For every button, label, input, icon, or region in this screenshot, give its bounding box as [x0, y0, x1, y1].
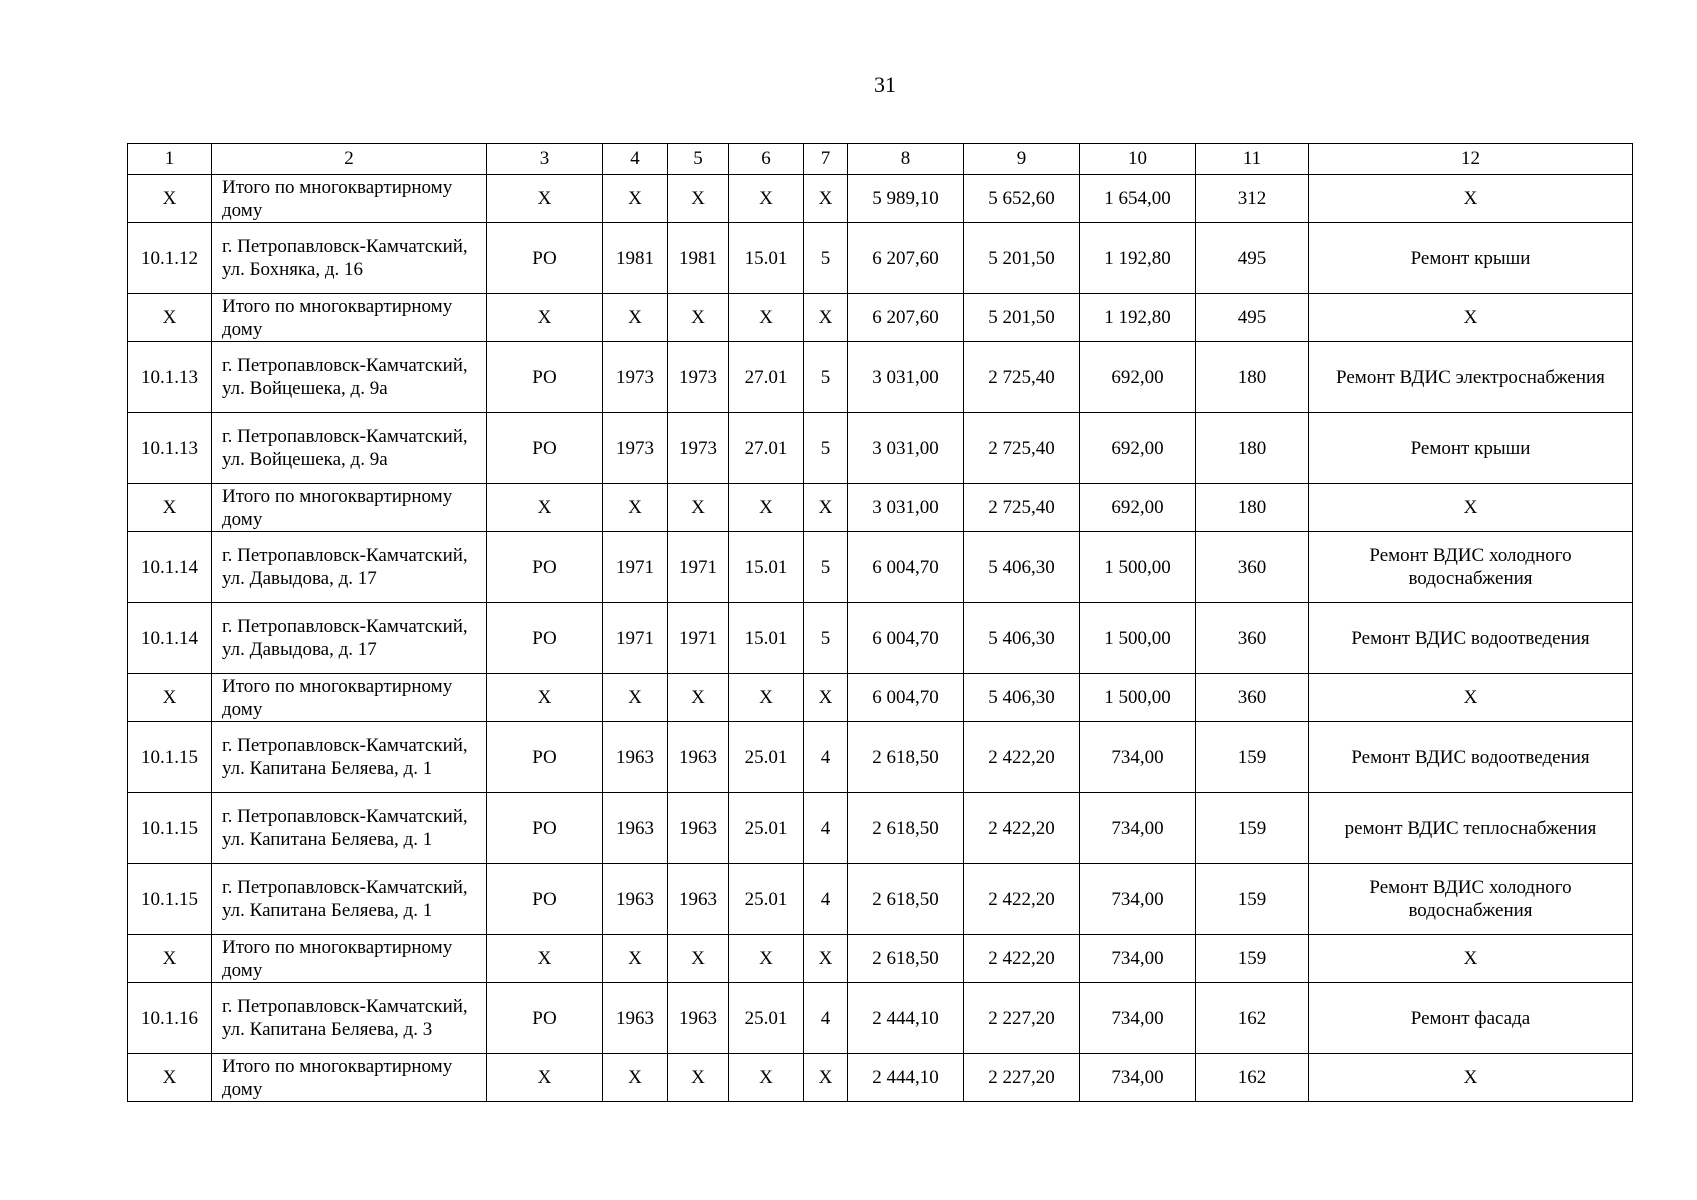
page-number: 31 — [874, 72, 896, 97]
total-area-cell: 6 004,70 — [848, 603, 964, 674]
wall-material-cell: 15.01 — [729, 603, 804, 674]
floors-cell: 5 — [804, 532, 848, 603]
work-type-cell: Х — [1309, 935, 1633, 983]
row-number-cell: 10.1.12 — [128, 223, 212, 294]
living-area-cell: 5 406,30 — [964, 674, 1080, 722]
header-cell: 2 — [212, 144, 487, 175]
row-number-cell: 10.1.15 — [128, 864, 212, 935]
row-number-cell: Х — [128, 935, 212, 983]
residents-cell: 180 — [1196, 342, 1309, 413]
commission-year-cell: Х — [603, 484, 668, 532]
address-cell: г. Петропавловск-Камчатский, ул. Давыдова, д. 17 — [212, 532, 487, 603]
address-cell: г. Петропавловск-Камчатский, ул. Войцешека, д. 9а — [212, 413, 487, 484]
address-cell: г. Петропавловск-Камчатский, ул. Давыдова, д. 17 — [212, 603, 487, 674]
commission-year-cell: Х — [603, 935, 668, 983]
owner-type-cell: РО — [487, 603, 603, 674]
total-area-cell: 2 444,10 — [848, 1054, 964, 1102]
owner-type-cell: Х — [487, 674, 603, 722]
owner-type-cell: РО — [487, 864, 603, 935]
living-area-cell: 2 725,40 — [964, 484, 1080, 532]
living-area-cell: 2 422,20 — [964, 793, 1080, 864]
owner-type-cell: РО — [487, 223, 603, 294]
table-row — [128, 603, 1633, 674]
last-repair-year-cell: 1981 — [668, 223, 729, 294]
non-living-area-cell: 1 500,00 — [1080, 674, 1196, 722]
last-repair-year-cell: Х — [668, 935, 729, 983]
living-area-cell: 5 406,30 — [964, 532, 1080, 603]
table-body — [128, 144, 1633, 1102]
non-living-area-cell: 734,00 — [1080, 1054, 1196, 1102]
row-number-cell: 10.1.14 — [128, 532, 212, 603]
commission-year-cell: 1981 — [603, 223, 668, 294]
residents-cell: 180 — [1196, 413, 1309, 484]
non-living-area-cell: 1 500,00 — [1080, 603, 1196, 674]
living-area-cell: 2 227,20 — [964, 1054, 1080, 1102]
address-cell: Итого по многоквартирному дому — [212, 294, 487, 342]
living-area-cell: 2 422,20 — [964, 864, 1080, 935]
owner-type-cell: РО — [487, 722, 603, 793]
work-type-cell: ремонт ВДИС теплоснабжения — [1309, 793, 1633, 864]
commission-year-cell: 1973 — [603, 342, 668, 413]
address-cell: г. Петропавловск-Камчатский, ул. Бохняка, д. 16 — [212, 223, 487, 294]
work-type-cell: Ремонт ВДИС электроснабжения — [1309, 342, 1633, 413]
total-area-cell: 5 989,10 — [848, 175, 964, 223]
total-area-cell: 2 444,10 — [848, 983, 964, 1054]
last-repair-year-cell: 1963 — [668, 983, 729, 1054]
wall-material-cell: Х — [729, 674, 804, 722]
wall-material-cell: Х — [729, 175, 804, 223]
total-area-cell: 3 031,00 — [848, 484, 964, 532]
row-number-cell: 10.1.15 — [128, 722, 212, 793]
header-cell: 4 — [603, 144, 668, 175]
row-number-cell: 10.1.13 — [128, 413, 212, 484]
residents-cell: 180 — [1196, 484, 1309, 532]
residents-cell: 360 — [1196, 532, 1309, 603]
total-row — [128, 1054, 1633, 1102]
address-cell: Итого по многоквартирному дому — [212, 175, 487, 223]
header-cell: 1 — [128, 144, 212, 175]
last-repair-year-cell: Х — [668, 674, 729, 722]
non-living-area-cell: 692,00 — [1080, 342, 1196, 413]
header-cell: 3 — [487, 144, 603, 175]
last-repair-year-cell: Х — [668, 175, 729, 223]
work-type-cell: Ремонт ВДИС водоотведения — [1309, 603, 1633, 674]
last-repair-year-cell: 1963 — [668, 864, 729, 935]
total-row — [128, 484, 1633, 532]
owner-type-cell: РО — [487, 413, 603, 484]
wall-material-cell: 25.01 — [729, 793, 804, 864]
header-cell: 5 — [668, 144, 729, 175]
wall-material-cell: 27.01 — [729, 413, 804, 484]
floors-cell: 5 — [804, 413, 848, 484]
floors-cell: 4 — [804, 722, 848, 793]
living-area-cell: 5 201,50 — [964, 223, 1080, 294]
wall-material-cell: Х — [729, 294, 804, 342]
total-area-cell: 2 618,50 — [848, 935, 964, 983]
table-row — [128, 722, 1633, 793]
total-area-cell: 2 618,50 — [848, 864, 964, 935]
address-cell: Итого по многоквартирному дому — [212, 1054, 487, 1102]
residents-cell: 159 — [1196, 722, 1309, 793]
total-row — [128, 175, 1633, 223]
row-number-cell: 10.1.14 — [128, 603, 212, 674]
floors-cell: 5 — [804, 603, 848, 674]
last-repair-year-cell: 1963 — [668, 793, 729, 864]
table-row — [128, 413, 1633, 484]
living-area-cell: 2 725,40 — [964, 342, 1080, 413]
residents-cell: 162 — [1196, 1054, 1309, 1102]
work-type-cell: Х — [1309, 294, 1633, 342]
document-table-wrapper — [127, 143, 1632, 1102]
floors-cell: Х — [804, 674, 848, 722]
owner-type-cell: РО — [487, 342, 603, 413]
last-repair-year-cell: 1971 — [668, 532, 729, 603]
non-living-area-cell: 734,00 — [1080, 935, 1196, 983]
owner-type-cell: Х — [487, 484, 603, 532]
commission-year-cell: 1963 — [603, 722, 668, 793]
wall-material-cell: 25.01 — [729, 722, 804, 793]
address-cell: г. Петропавловск-Камчатский, ул. Капитана Беляева, д. 1 — [212, 793, 487, 864]
table-row — [128, 864, 1633, 935]
total-area-cell: 3 031,00 — [848, 342, 964, 413]
wall-material-cell: 15.01 — [729, 532, 804, 603]
owner-type-cell: Х — [487, 175, 603, 223]
residents-cell: 495 — [1196, 294, 1309, 342]
row-number-cell: Х — [128, 674, 212, 722]
work-type-cell: Ремонт ВДИС водоотведения — [1309, 722, 1633, 793]
row-number-cell: 10.1.15 — [128, 793, 212, 864]
header-cell: 10 — [1080, 144, 1196, 175]
total-area-cell: 6 207,60 — [848, 294, 964, 342]
work-type-cell: Ремонт фасада — [1309, 983, 1633, 1054]
commission-year-cell: 1963 — [603, 793, 668, 864]
owner-type-cell: РО — [487, 983, 603, 1054]
total-area-cell: 3 031,00 — [848, 413, 964, 484]
residents-cell: 360 — [1196, 603, 1309, 674]
row-number-cell: 10.1.16 — [128, 983, 212, 1054]
work-type-cell: Х — [1309, 1054, 1633, 1102]
wall-material-cell: 15.01 — [729, 223, 804, 294]
living-area-cell: 5 201,50 — [964, 294, 1080, 342]
commission-year-cell: Х — [603, 294, 668, 342]
work-type-cell: Ремонт ВДИС холодного водоснабжения — [1309, 864, 1633, 935]
total-area-cell: 6 207,60 — [848, 223, 964, 294]
work-type-cell: Ремонт крыши — [1309, 223, 1633, 294]
total-area-cell: 2 618,50 — [848, 722, 964, 793]
residents-cell: 312 — [1196, 175, 1309, 223]
living-area-cell: 2 725,40 — [964, 413, 1080, 484]
header-row — [128, 144, 1633, 175]
non-living-area-cell: 734,00 — [1080, 864, 1196, 935]
total-row — [128, 935, 1633, 983]
total-row — [128, 294, 1633, 342]
living-area-cell: 2 227,20 — [964, 983, 1080, 1054]
commission-year-cell: Х — [603, 175, 668, 223]
commission-year-cell: Х — [603, 674, 668, 722]
header-cell: 7 — [804, 144, 848, 175]
wall-material-cell: Х — [729, 484, 804, 532]
floors-cell: 4 — [804, 793, 848, 864]
last-repair-year-cell: 1973 — [668, 413, 729, 484]
row-number-cell: Х — [128, 1054, 212, 1102]
table-row — [128, 342, 1633, 413]
address-cell: г. Петропавловск-Камчатский, ул. Капитана Беляева, д. 1 — [212, 864, 487, 935]
wall-material-cell: Х — [729, 935, 804, 983]
owner-type-cell: Х — [487, 1054, 603, 1102]
total-area-cell: 6 004,70 — [848, 532, 964, 603]
work-type-cell: Х — [1309, 175, 1633, 223]
non-living-area-cell: 692,00 — [1080, 484, 1196, 532]
floors-cell: Х — [804, 484, 848, 532]
commission-year-cell: 1963 — [603, 983, 668, 1054]
non-living-area-cell: 734,00 — [1080, 983, 1196, 1054]
commission-year-cell: 1971 — [603, 532, 668, 603]
row-number-cell: Х — [128, 294, 212, 342]
non-living-area-cell: 1 654,00 — [1080, 175, 1196, 223]
wall-material-cell: 25.01 — [729, 983, 804, 1054]
table-row — [128, 983, 1633, 1054]
owner-type-cell: РО — [487, 793, 603, 864]
commission-year-cell: 1971 — [603, 603, 668, 674]
non-living-area-cell: 734,00 — [1080, 793, 1196, 864]
wall-material-cell: 27.01 — [729, 342, 804, 413]
last-repair-year-cell: 1971 — [668, 603, 729, 674]
work-type-cell: Ремонт ВДИС холодного водоснабжения — [1309, 532, 1633, 603]
row-number-cell: 10.1.13 — [128, 342, 212, 413]
residents-cell: 159 — [1196, 864, 1309, 935]
header-cell: 12 — [1309, 144, 1633, 175]
non-living-area-cell: 692,00 — [1080, 413, 1196, 484]
residents-cell: 159 — [1196, 793, 1309, 864]
commission-year-cell: 1963 — [603, 864, 668, 935]
work-type-cell: Х — [1309, 484, 1633, 532]
table-row — [128, 532, 1633, 603]
owner-type-cell: Х — [487, 935, 603, 983]
total-area-cell: 2 618,50 — [848, 793, 964, 864]
address-cell: Итого по многоквартирному дому — [212, 674, 487, 722]
last-repair-year-cell: 1973 — [668, 342, 729, 413]
living-area-cell: 2 422,20 — [964, 935, 1080, 983]
header-cell: 6 — [729, 144, 804, 175]
non-living-area-cell: 1 192,80 — [1080, 223, 1196, 294]
owner-type-cell: РО — [487, 532, 603, 603]
last-repair-year-cell: Х — [668, 294, 729, 342]
total-area-cell: 6 004,70 — [848, 674, 964, 722]
last-repair-year-cell: Х — [668, 484, 729, 532]
non-living-area-cell: 1 500,00 — [1080, 532, 1196, 603]
commission-year-cell: Х — [603, 1054, 668, 1102]
work-type-cell: Х — [1309, 674, 1633, 722]
wall-material-cell: Х — [729, 1054, 804, 1102]
row-number-cell: Х — [128, 175, 212, 223]
table-row — [128, 793, 1633, 864]
floors-cell: 4 — [804, 983, 848, 1054]
address-cell: г. Петропавловск-Камчатский, ул. Капитана Беляева, д. 1 — [212, 722, 487, 793]
floors-cell: Х — [804, 175, 848, 223]
header-cell: 8 — [848, 144, 964, 175]
residents-cell: 360 — [1196, 674, 1309, 722]
living-area-cell: 5 406,30 — [964, 603, 1080, 674]
floors-cell: 5 — [804, 342, 848, 413]
living-area-cell: 5 652,60 — [964, 175, 1080, 223]
commission-year-cell: 1973 — [603, 413, 668, 484]
floors-cell: 5 — [804, 223, 848, 294]
floors-cell: Х — [804, 935, 848, 983]
total-row — [128, 674, 1633, 722]
floors-cell: 4 — [804, 864, 848, 935]
address-cell: г. Петропавловск-Камчатский, ул. Войцешека, д. 9а — [212, 342, 487, 413]
header-cell: 9 — [964, 144, 1080, 175]
residents-cell: 159 — [1196, 935, 1309, 983]
repair-program-table — [127, 143, 1633, 1102]
floors-cell: Х — [804, 294, 848, 342]
address-cell: Итого по многоквартирному дому — [212, 484, 487, 532]
residents-cell: 495 — [1196, 223, 1309, 294]
last-repair-year-cell: Х — [668, 1054, 729, 1102]
wall-material-cell: 25.01 — [729, 864, 804, 935]
address-cell: г. Петропавловск-Камчатский, ул. Капитана Беляева, д. 3 — [212, 983, 487, 1054]
table-row — [128, 223, 1633, 294]
owner-type-cell: Х — [487, 294, 603, 342]
work-type-cell: Ремонт крыши — [1309, 413, 1633, 484]
row-number-cell: Х — [128, 484, 212, 532]
living-area-cell: 2 422,20 — [964, 722, 1080, 793]
header-cell: 11 — [1196, 144, 1309, 175]
non-living-area-cell: 734,00 — [1080, 722, 1196, 793]
last-repair-year-cell: 1963 — [668, 722, 729, 793]
residents-cell: 162 — [1196, 983, 1309, 1054]
floors-cell: Х — [804, 1054, 848, 1102]
address-cell: Итого по многоквартирному дому — [212, 935, 487, 983]
non-living-area-cell: 1 192,80 — [1080, 294, 1196, 342]
